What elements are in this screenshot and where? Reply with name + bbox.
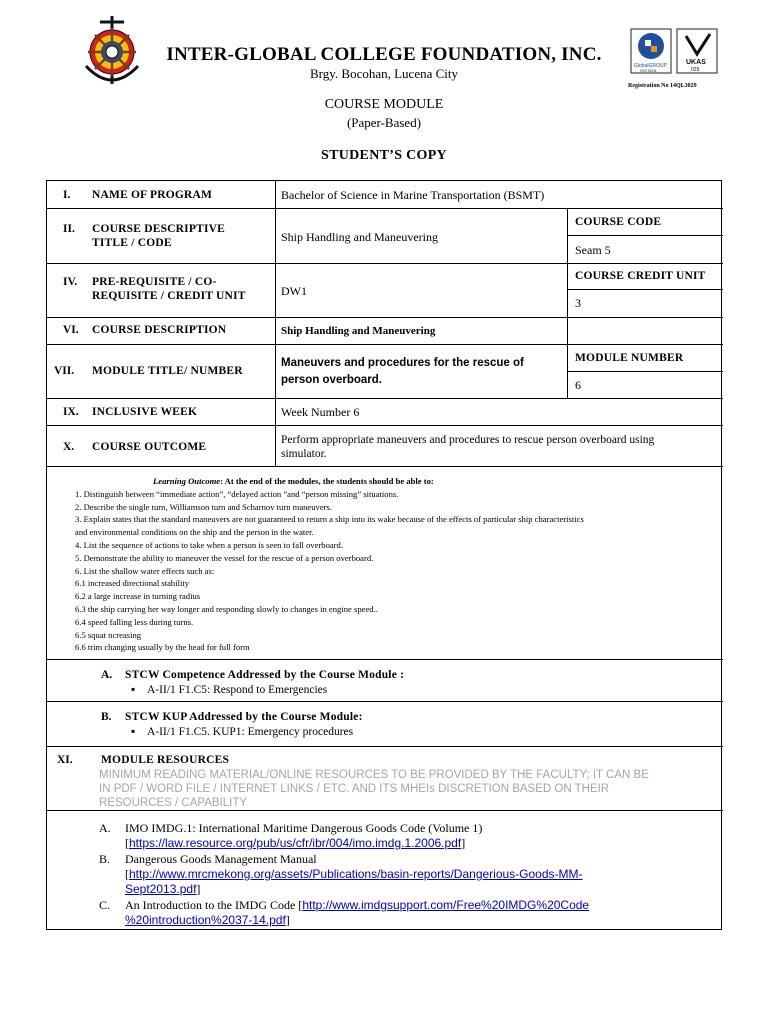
program-label: NAME OF PROGRAM: [92, 189, 213, 201]
students-copy-heading: STUDENT’S COPY: [321, 148, 447, 163]
program-number: I.: [63, 189, 71, 201]
resource-b-link-row: [125, 867, 583, 881]
list-item: 6.1 increased directional stability: [75, 578, 190, 589]
ukas-number: 029: [691, 67, 700, 73]
week-number-roman: IX.: [63, 406, 79, 418]
module-label: MODULE TITLE/ NUMBER: [92, 365, 243, 377]
list-item: 4. List the sequence of actions to take when a person is seen to fall overboard.: [75, 539, 343, 550]
resource-c-row: [125, 898, 589, 912]
resource-a-link[interactable]: https://law.resource.org/pub/us/cfr/ibr/004/imo.imdg.1.2006.pdf: [129, 836, 462, 850]
iso-label: ISO 9001: [640, 68, 657, 73]
list-item: 6.2 a large increase in turning radius: [75, 591, 201, 602]
descriptive-value: Ship Handling and Maneuvering: [281, 230, 438, 244]
course-code-label: COURSE CODE: [575, 216, 662, 228]
bracket: [: [125, 867, 129, 881]
resource-b-title: Dangerous Goods Management Manual: [125, 852, 317, 866]
stcw-competence-label: STCW Competence Addressed by the Course Module :: [125, 669, 405, 681]
bracket: ]: [285, 913, 290, 927]
globalgroup-label: GlobalGROUP: [634, 63, 667, 69]
list-item: 6.3 the ship carrying her way longer and responding slowly to changes in engine speed..: [75, 603, 378, 614]
resource-c-link-continued[interactable]: %20introduction%2037-14.pdf: [125, 913, 286, 927]
resource-c-link[interactable]: http://www.imdgsupport.com/Free%20IMDG%20Code: [302, 898, 590, 912]
resource-c-letter: C.: [99, 898, 111, 912]
credit-unit-value: 3: [575, 296, 581, 310]
college-address: Brgy. Bocohan, Lucena City: [309, 66, 459, 81]
list-item: 6. List the shallow water effects such as:: [75, 565, 215, 576]
descriptive-number: II.: [63, 223, 75, 235]
stcw-kup-label: STCW KUP Addressed by the Course Module:: [125, 711, 363, 723]
resource-a-letter: A.: [99, 821, 111, 835]
outcome-value-line1: Perform appropriate maneuvers and procedures to rescue person overboard using: [281, 434, 655, 446]
stcw-kup-item: A-II/1 F1.C5. KUP1: Emergency procedures: [147, 726, 354, 738]
list-item: 6.6 trim changing usually by the head for full form: [75, 642, 250, 653]
week-value: Week Number 6: [281, 405, 360, 419]
program-value: Bachelor of Science in Marine Transportation (BSMT): [281, 188, 545, 202]
registration-number: Registration No 14QL3029: [628, 83, 697, 89]
module-title-line1: Maneuvers and procedures for the rescue of: [281, 357, 524, 369]
descriptive-label-line2: TITLE / CODE: [92, 237, 172, 249]
outcome-number: X.: [63, 441, 75, 453]
prereq-number: IV.: [63, 276, 78, 288]
module-number-roman: VII.: [54, 365, 75, 377]
college-name: INTER-GLOBAL COLLEGE FOUNDATION, INC.: [166, 44, 602, 65]
resources-number: XI.: [57, 754, 73, 766]
learning-outcomes: [75, 475, 715, 654]
resource-c-link-row-2: [125, 913, 290, 927]
list-item: 6.5 squat ncreasing: [75, 629, 142, 640]
list-item: 5. Demonstrate the ability to maneuver the vessel for the rescue of a person overboard.: [75, 552, 374, 563]
bracket: ]: [196, 882, 201, 896]
module-number-label: MODULE NUMBER: [575, 352, 684, 364]
list-item: and environmental conditions on the ship and the person in the water.: [75, 527, 314, 538]
list-item: 6.4 speed falling less during turns.: [75, 616, 194, 627]
descriptive-label-line1: COURSE DESCRIPTIVE: [92, 223, 226, 235]
prereq-label-line2: REQUISITE / CREDIT UNIT: [92, 290, 246, 302]
resource-a-link-row: [125, 836, 465, 850]
resources-note: [99, 768, 715, 810]
credit-unit-label: COURSE CREDIT UNIT: [575, 270, 706, 282]
stcw-kup-letter: B.: [101, 711, 112, 723]
learning-outcome-heading-rest: : At the end of the modules, the students should be able to:: [220, 476, 434, 486]
course-module-title: COURSE MODULE: [324, 97, 444, 112]
list-item: 1. Distinguish between “immediate action”, “delayed action ”and “person missing” situations.: [75, 488, 399, 499]
resource-b-link-row-2: [125, 882, 200, 896]
resource-b-link[interactable]: http://www.mrcmekong.org/assets/Publications/basin-reports/Dangerious-Goods-MM-: [129, 867, 583, 881]
bullet-icon: ▪: [131, 682, 136, 696]
resource-b-link-continued[interactable]: Sept2013.pdf: [125, 882, 197, 896]
course-code-value: Seam 5: [575, 243, 611, 257]
outcome-label: COURSE OUTCOME: [92, 441, 207, 453]
prereq-value: DW1: [281, 284, 307, 298]
bullet-icon: ▪: [131, 724, 136, 738]
description-number: VI.: [63, 324, 79, 336]
bracket: ]: [461, 836, 466, 850]
resources-note-line: RESOURCES / CAPABILITY: [99, 797, 248, 809]
resource-c-title: An Introduction to the IMDG Code [: [125, 898, 303, 912]
resource-b-letter: B.: [99, 852, 111, 866]
stcw-competence-letter: A.: [101, 669, 113, 681]
list-item: 2. Describe the single turn, Williamson turn and Scharnov turn maneuvers.: [75, 501, 333, 512]
resources-note-line: IN PDF / WORD FILE / INTERNET LINKS / ETC. AND ITS MHEIs DISCRETION BASED ON THEIR: [99, 783, 610, 795]
learning-outcome-heading: Learning Outcome: [153, 476, 221, 486]
ukas-label: UKAS: [686, 59, 706, 66]
module-title-line2: person overboard.: [281, 374, 382, 386]
week-label: INCLUSIVE WEEK: [92, 406, 198, 418]
description-label: COURSE DESCRIPTION: [92, 324, 227, 336]
course-module-table: [46, 180, 722, 930]
paper-based-subtitle: (Paper-Based): [346, 115, 422, 130]
module-number-value: 6: [575, 378, 581, 392]
description-value: Ship Handling and Maneuvering: [281, 325, 436, 337]
bracket: [: [125, 836, 129, 850]
resource-a-title: IMO IMDG.1: International Maritime Dangerous Goods Code (Volume 1): [125, 821, 483, 835]
resources-label: MODULE RESOURCES: [101, 754, 230, 766]
stcw-competence-item: A-II/1 F1.C5: Respond to Emergencies: [147, 684, 328, 696]
outcome-value-line2: simulator.: [281, 448, 327, 460]
resources-note-line: MINIMUM READING MATERIAL/ONLINE RESOURCES TO BE PROVIDED BY THE FACULTY; IT CAN BE: [99, 769, 649, 781]
list-item: 3. Explain states that the standard maneuvers are not guaranteed to return a ship into its wake because of the effects of particular ship characteristics: [75, 514, 584, 525]
prereq-label-line1: PRE-REQUISITE / CO-: [92, 276, 217, 288]
